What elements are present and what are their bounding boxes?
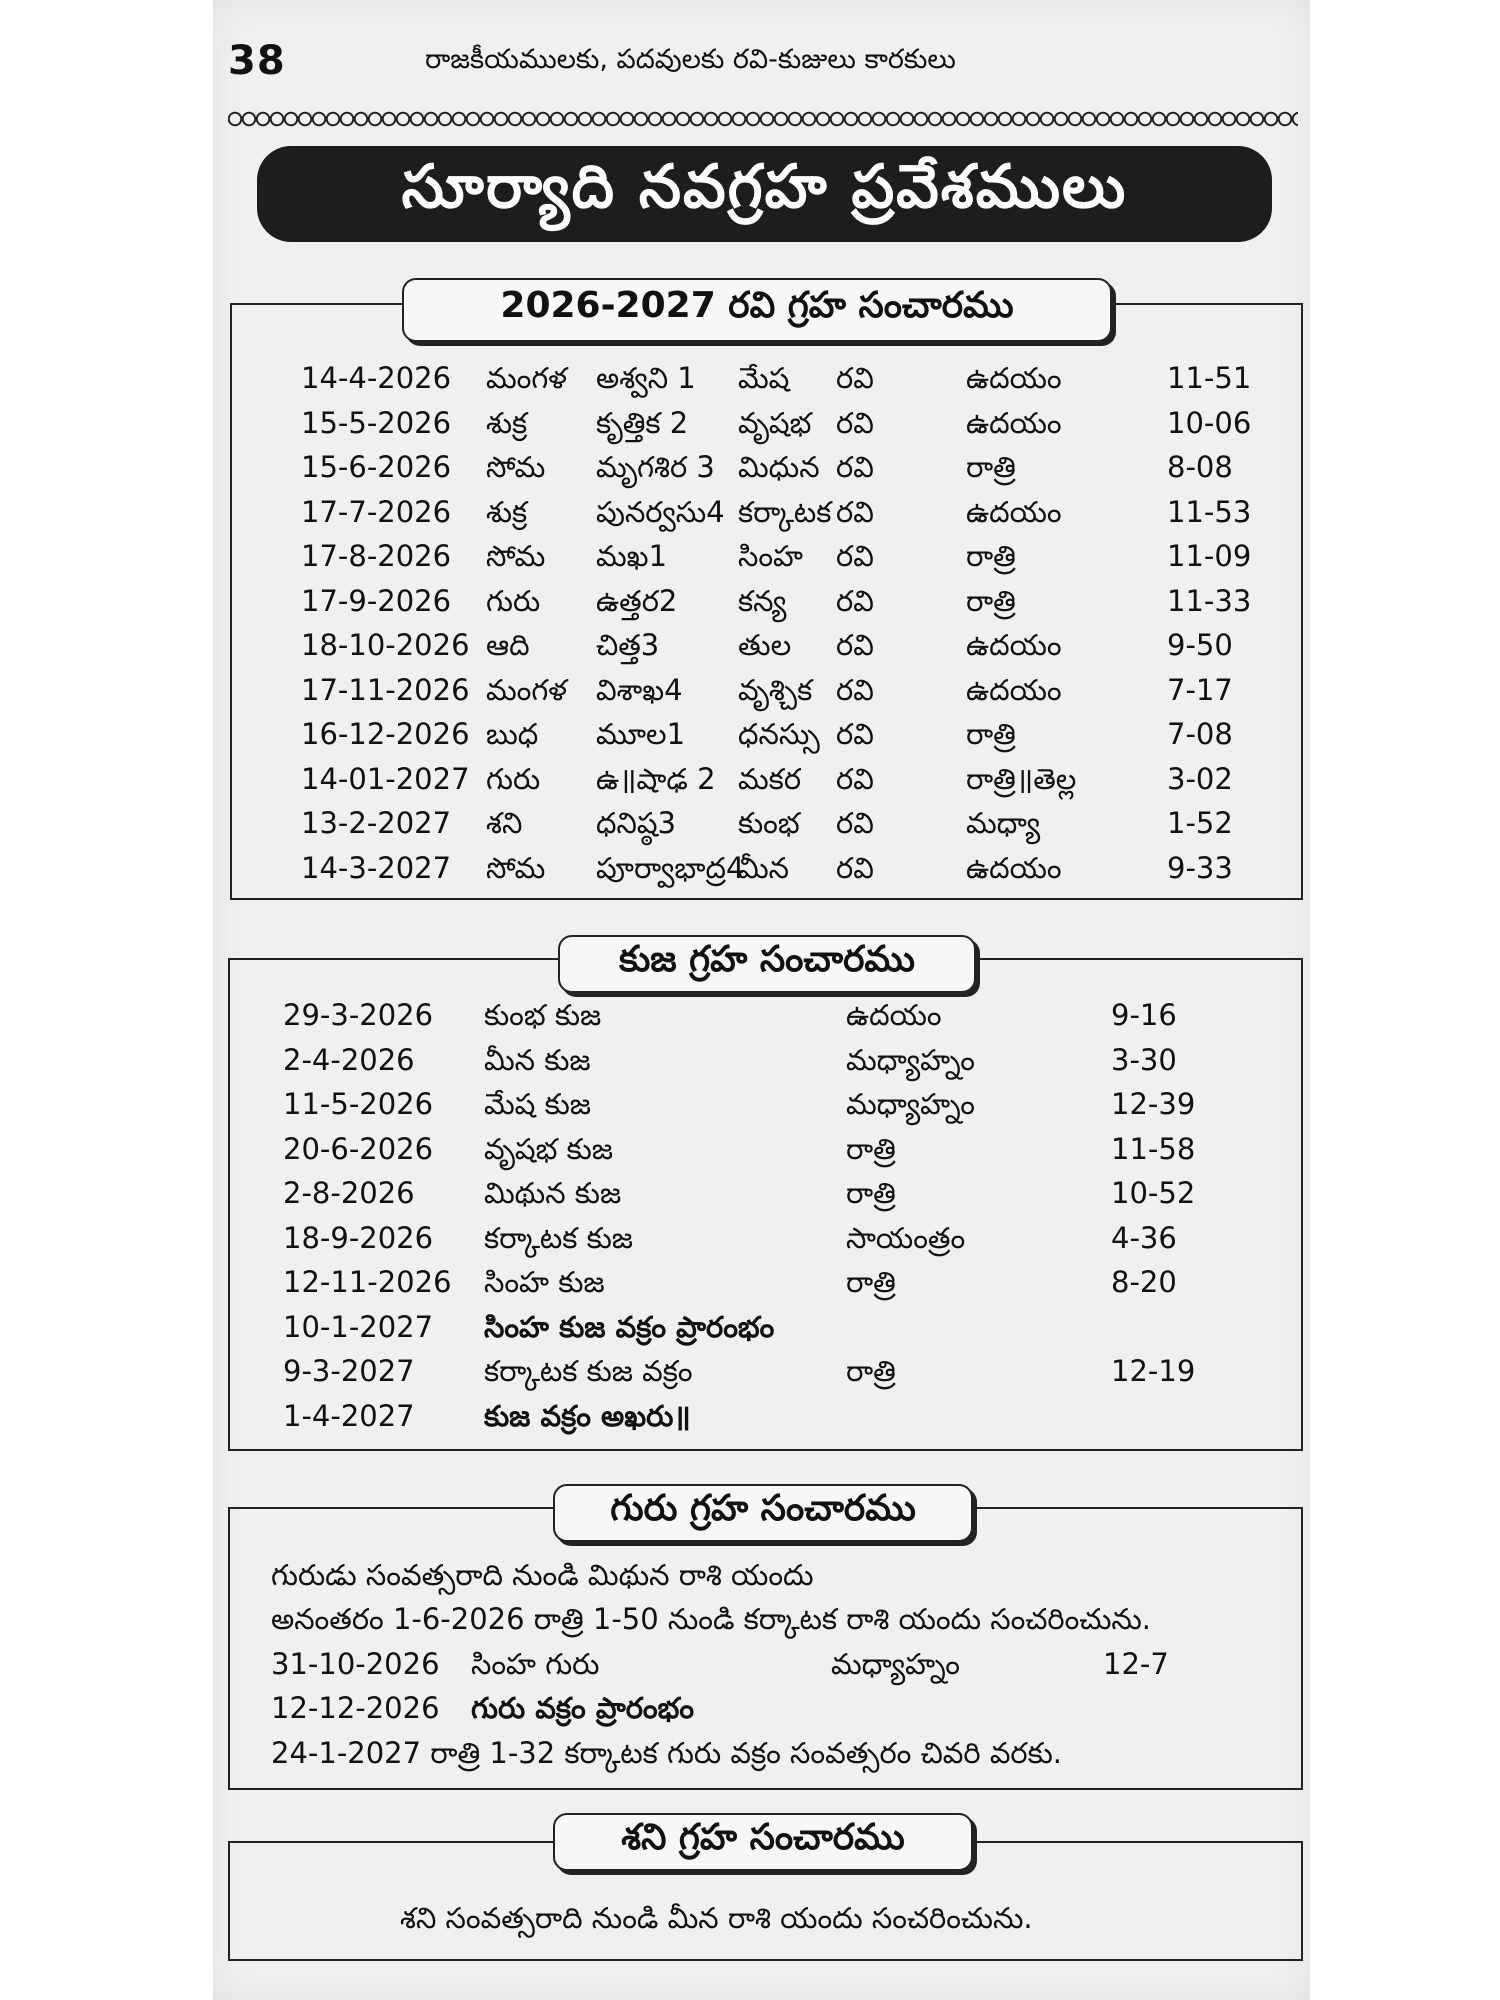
ravi-cell: 8-08 (1167, 450, 1233, 484)
ravi-cell: రవి (836, 539, 874, 573)
ravi-cell: సింహ (738, 539, 804, 573)
kuja-cell: సింహ కుజ వక్రం ప్రారంభం (484, 1309, 775, 1344)
kuja-cell: 10-52 (1111, 1176, 1196, 1210)
kuja-cell: కర్కాటక కుజ వక్రం (484, 1354, 693, 1388)
kuja-table-row (283, 1129, 1243, 1169)
kuja-cell: రాత్రి (846, 1265, 896, 1299)
ravi-table-row (301, 848, 1261, 888)
kuja-cell: 8-20 (1111, 1265, 1177, 1299)
ravi-cell: శుక్ర (486, 405, 528, 440)
ravi-cell: మూల1 (596, 717, 686, 751)
ravi-cell: సోమ (486, 850, 546, 885)
ravi-cell: రవి (836, 405, 874, 440)
kuja-cell: 2-8-2026 (283, 1176, 415, 1210)
ravi-cell: రవి (836, 761, 874, 796)
ravi-cell: సోమ (486, 450, 546, 484)
kuja-cell: రాత్రి (846, 1354, 896, 1388)
kuja-cell: 9-16 (1111, 998, 1177, 1032)
kuja-table-row (283, 1084, 1243, 1124)
ravi-cell: 11-09 (1167, 539, 1252, 573)
ravi-cell: రవి (836, 450, 874, 484)
ravi-table-row (301, 803, 1261, 843)
kuja-cell: 29-3-2026 (283, 998, 434, 1032)
kuja-cell: ఉదయం (846, 998, 942, 1032)
kuja-table-row (283, 1040, 1243, 1080)
guru-section-title: గురు గ్రహ సంచారము (553, 1484, 973, 1542)
ravi-cell: రవి (836, 628, 874, 662)
ravi-cell: ఉదయం (966, 672, 1062, 707)
ravi-cell: 7-08 (1167, 717, 1233, 751)
kuja-table-row (283, 1262, 1243, 1302)
ravi-cell: రాత్రి (966, 583, 1016, 618)
ravi-table-row (301, 492, 1261, 532)
ravi-cell: 11-33 (1167, 583, 1252, 618)
kuja-cell: 11-5-2026 (283, 1087, 434, 1121)
kuja-cell: 12-19 (1111, 1354, 1196, 1388)
ravi-table-row (301, 447, 1261, 487)
kuja-cell: 1-4-2027 (283, 1398, 415, 1433)
kuja-cell: 12-11-2026 (283, 1265, 452, 1299)
ravi-cell: శుక్ర (486, 494, 528, 529)
ravi-table-row (301, 358, 1261, 398)
kuja-cell: మధ్యాహ్నం (846, 1087, 975, 1121)
ravi-cell: చిత్త3 (596, 628, 660, 662)
ravi-cell: 13-2-2027 (301, 806, 452, 840)
kuja-cell: 20-6-2026 (283, 1131, 434, 1166)
kuja-cell: రాత్రి (846, 1131, 896, 1166)
kuja-cell: 3-30 (1111, 1042, 1177, 1077)
ravi-cell: ఉదయం (966, 361, 1062, 395)
ravi-cell: 16-12-2026 (301, 717, 470, 751)
kuja-cell: 2-4-2026 (283, 1042, 415, 1077)
shani-section-title: శని గ్రహ సంచారము (553, 1813, 973, 1871)
ravi-cell: ఉదయం (966, 494, 1062, 529)
ravi-table-row (301, 714, 1261, 754)
kuja-cell: 11-58 (1111, 1131, 1196, 1166)
ravi-cell: రాత్రి (966, 717, 1016, 751)
ravi-cell: 10-06 (1167, 405, 1252, 440)
ornamental-border (228, 108, 1298, 130)
ravi-cell: ధనస్సు (738, 717, 820, 751)
ravi-cell: రవి (836, 806, 874, 840)
ravi-table-row (301, 670, 1261, 710)
ravi-cell: గురు (486, 761, 541, 796)
kuja-cell: కుంభ కుజ (484, 998, 602, 1032)
kuja-cell: రాత్రి (846, 1176, 896, 1210)
kuja-cell: మధ్యాహ్నం (846, 1042, 975, 1077)
ravi-cell: రాత్రి (966, 539, 1016, 573)
ravi-cell: వృషభ (738, 405, 812, 440)
ravi-cell: అశ్వని 1 (596, 361, 696, 395)
kuja-cell: 18-9-2026 (283, 1220, 434, 1255)
page-number: 38 (228, 38, 286, 84)
kuja-cell: కుజ వక్రం అఖరు॥ (484, 1398, 691, 1433)
ravi-cell: వృశ్చిక (738, 672, 813, 707)
ravi-cell: మంగళ (486, 361, 567, 395)
kuja-cell: 9-3-2027 (283, 1354, 415, 1388)
kuja-cell: 4-36 (1111, 1220, 1177, 1255)
ravi-cell: కన్య (738, 583, 787, 618)
kuja-table-row (283, 995, 1243, 1035)
ravi-cell: రవి (836, 583, 874, 618)
kuja-cell: 10-1-2027 (283, 1309, 434, 1344)
kuja-table-row (283, 1351, 1243, 1391)
ravi-cell: 1-52 (1167, 806, 1233, 840)
ravi-cell: 3-02 (1167, 761, 1233, 796)
ravi-cell: మిధున (738, 450, 820, 484)
ravi-cell: తుల (738, 628, 792, 662)
ravi-cell: 17-8-2026 (301, 539, 452, 573)
ravi-cell: మీన (738, 850, 790, 885)
ravi-cell: 7-17 (1167, 672, 1233, 707)
ravi-cell: కుంభ (738, 806, 800, 840)
ravi-cell: 11-53 (1167, 494, 1252, 529)
running-head: రాజకీయములకు, పదవులకు రవి-కుజులు కారకులు (425, 44, 956, 75)
ravi-cell: రవి (836, 672, 874, 707)
kuja-table-row (283, 1173, 1243, 1213)
ravi-cell: పునర్వసు4 (596, 494, 725, 529)
ravi-cell: 9-33 (1167, 850, 1233, 885)
ravi-cell: మఖ1 (596, 539, 668, 573)
kuja-table-row (283, 1307, 1243, 1347)
ravi-cell: రవి (836, 717, 874, 751)
ravi-cell: మృగశిర 3 (596, 450, 715, 484)
ravi-cell: కర్కాటక (738, 494, 832, 529)
ravi-table-row (301, 581, 1261, 621)
ravi-cell: విశాఖ4 (596, 672, 683, 707)
ravi-cell: ఉత్తర2 (596, 583, 678, 618)
ravi-cell: 9-50 (1167, 628, 1233, 662)
ravi-section-title: 2026-2027 రవి గ్రహ సంచారము (402, 278, 1112, 342)
ravi-cell: రవి (836, 361, 874, 395)
kuja-table-row (283, 1218, 1243, 1258)
ravi-cell: 11-51 (1167, 361, 1252, 395)
kuja-section-title: కుజ గ్రహ సంచారము (558, 935, 976, 993)
ravi-cell: ఉదయం (966, 850, 1062, 885)
kuja-cell: వృషభ కుజ (484, 1131, 613, 1166)
kuja-cell: మేష కుజ (484, 1087, 591, 1121)
ravi-cell: ఆది (486, 628, 530, 662)
kuja-cell: కర్కాటక కుజ (484, 1220, 633, 1255)
kuja-cell: మీన కుజ (484, 1042, 591, 1077)
ravi-cell: 18-10-2026 (301, 628, 470, 662)
ravi-cell: బుధ (486, 717, 539, 751)
ravi-cell: 14-4-2026 (301, 361, 452, 395)
kuja-table-row (283, 1396, 1243, 1436)
ravi-cell: 14-01-2027 (301, 761, 470, 796)
ravi-cell: 17-11-2026 (301, 672, 470, 707)
ravi-cell: 17-9-2026 (301, 583, 452, 618)
kuja-cell: సింహ కుజ (484, 1265, 605, 1299)
ravi-cell: రవి (836, 850, 874, 885)
ravi-table-row (301, 536, 1261, 576)
ravi-table-row (301, 625, 1261, 665)
ravi-cell: 17-7-2026 (301, 494, 452, 529)
ravi-cell: మంగళ (486, 672, 567, 707)
kuja-cell: 12-39 (1111, 1087, 1196, 1121)
ravi-cell: శని (486, 806, 523, 840)
ravi-cell: మేష (738, 361, 790, 395)
ravi-cell: ఉ॥షాఢ 2 (596, 761, 716, 796)
ravi-cell: ఉదయం (966, 628, 1062, 662)
ravi-cell: సోమ (486, 539, 546, 573)
main-title: సూర్యాది నవగ్రహ ప్రవేశములు (257, 146, 1272, 242)
kuja-cell: సాయంత్రం (846, 1220, 966, 1255)
ravi-cell: మధ్యా (966, 806, 1041, 840)
ravi-cell: 15-6-2026 (301, 450, 452, 484)
ravi-table-row (301, 759, 1261, 799)
ravi-cell: ధనిష్ఠ3 (596, 806, 676, 840)
ravi-cell: 15-5-2026 (301, 405, 452, 440)
ravi-table-row (301, 403, 1261, 443)
ravi-cell: రవి (836, 494, 874, 529)
ravi-cell: పూర్వాభాద్ర4 (596, 850, 745, 885)
kuja-cell: మిథున కుజ (484, 1176, 622, 1210)
ravi-cell: 14-3-2027 (301, 850, 452, 885)
ravi-cell: మకర (738, 761, 802, 796)
ravi-cell: రాత్రి॥తెల్ల (966, 761, 1077, 796)
ravi-cell: కృత్తిక 2 (596, 405, 689, 440)
ravi-cell: రాత్రి (966, 450, 1016, 484)
ravi-cell: ఉదయం (966, 405, 1062, 440)
ravi-cell: గురు (486, 583, 541, 618)
